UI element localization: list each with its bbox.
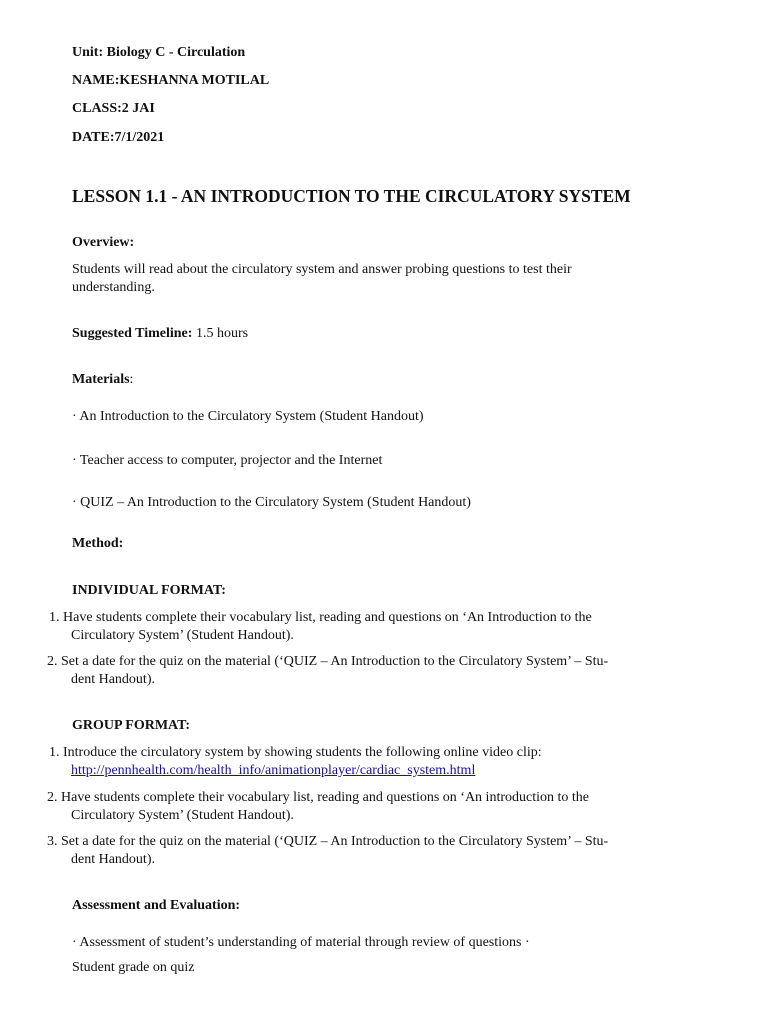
group-item-3-continuation: dent Handout). [71,852,155,867]
list-number: 1. [49,745,60,760]
assessment-line-1: · Assessment of student’s understanding of material through review of questions · [72,935,530,950]
individual-item-2-continuation: dent Handout). [71,672,155,687]
individual-item-1-continuation: Circulatory System’ (Student Handout). [71,628,294,643]
timeline-line [72,326,248,342]
individual-item-1 [49,610,592,626]
list-item-text: Have students complete their vocabulary list, reading and questions on ‘An Introduction to the [63,610,592,625]
overview-heading: Overview: [72,235,135,250]
list-number: 3. [47,834,58,849]
method-heading: Method: [72,536,124,551]
student-class: CLASS:2 JAI [72,101,155,116]
individual-format-heading: INDIVIDUAL FORMAT: [72,583,226,598]
list-number: 2. [47,654,58,669]
materials-item: · Teacher access to computer, projector and the Internet [72,453,383,468]
materials-item: · QUIZ – An Introduction to the Circulatory System (Student Handout) [72,495,471,510]
materials-heading [72,372,133,388]
materials-item: · An Introduction to the Circulatory System (Student Handout) [72,409,424,424]
timeline-label: Suggested Timeline: [72,326,193,341]
list-item-text: Set a date for the quiz on the material (‘QUIZ – An Introduction to the Circulatory System’ – Stu- [61,654,609,669]
group-item-2 [47,790,589,806]
individual-item-2 [47,654,608,670]
list-item-text: Have students complete their vocabulary list, reading and questions on ‘An introduction to the [61,790,589,805]
video-clip-link[interactable]: http://pennhealth.com/health_info/animationplayer/cardiac_system.html [71,763,476,778]
list-number: 2. [47,790,58,805]
list-item-text: Set a date for the quiz on the material (‘QUIZ – An Introduction to the Circulatory System’ – Stu- [61,834,609,849]
list-number: 1. [49,610,60,625]
group-item-3 [47,834,608,850]
assessment-line-2: Student grade on quiz [72,960,195,975]
student-name: NAME:KESHANNA MOTILAL [72,73,270,88]
overview-text-line-1: Students will read about the circulatory system and answer probing questions to test their [72,262,572,277]
group-item-2-continuation: Circulatory System’ (Student Handout). [71,808,294,823]
unit-line: Unit: Biology C - Circulation [72,45,246,60]
group-format-heading: GROUP FORMAT: [72,718,191,733]
document-date: DATE:7/1/2021 [72,130,165,145]
lesson-title: LESSON 1.1 - AN INTRODUCTION TO THE CIRCULATORY SYSTEM [72,186,631,206]
materials-heading-text: Materials [72,372,130,387]
overview-text-line-2: understanding. [72,280,155,295]
video-clip-link-line [71,763,475,779]
timeline-value: 1.5 hours [192,326,249,341]
materials-heading-colon: : [129,372,134,387]
assessment-heading: Assessment and Evaluation: [72,898,241,913]
group-item-1 [49,745,542,761]
list-item-text: Introduce the circulatory system by showing students the following online video clip: [63,745,542,760]
